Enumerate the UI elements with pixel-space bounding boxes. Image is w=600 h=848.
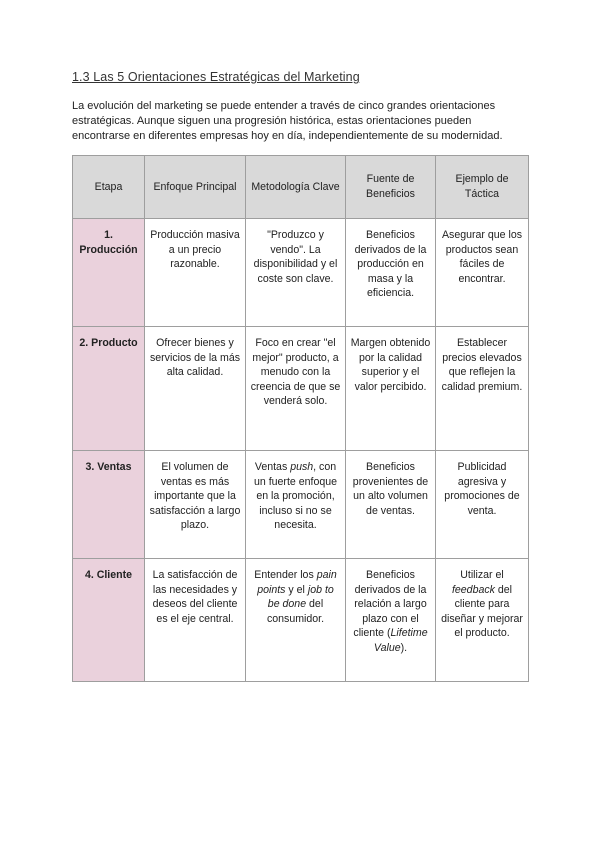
intro-paragraph: La evolución del marketing se puede entender a través de cinco grandes orientaciones estratégicas. Aunque siguen una progresión histórica, estas orientaciones pueden encontrarse en diferentes empresas hoy en día, independientemente de su modernidad. (72, 100, 503, 142)
table-row (73, 451, 529, 559)
ejemplo-cell: Establecer precios elevados que reflejen la calidad premium. (436, 327, 529, 451)
table-row (73, 559, 529, 682)
ejemplo-text: Utilizar el (460, 569, 504, 581)
enfoque-cell: Ofrecer bienes y servicios de la más alta calidad. (145, 327, 246, 451)
etapa-cell: 1. Producción (73, 219, 145, 327)
fuente-cell: Margen obtenido por la calidad superior y el valor percibido. (346, 327, 436, 451)
metodologia-cell: "Produzco y vendo". La disponibilidad y el coste son clave. (246, 219, 346, 327)
enfoque-cell: El volumen de ventas es más importante que la satisfacción a largo plazo. (145, 451, 246, 559)
fuente-text: Beneficios derivados de la relación a largo plazo con el cliente ( (353, 569, 427, 640)
fuente-text: ). (400, 641, 408, 654)
metodologia-text: , con un fuerte enfoque en la promoción, incluso si no se necesita. (253, 461, 338, 532)
orientations-table (72, 155, 529, 682)
metodologia-text: Ventas (254, 461, 291, 473)
ejemplo-text: del cliente para diseñar y mejorar el producto. (441, 583, 523, 640)
metodologia-emphasis: pain points (257, 569, 337, 596)
metodologia-text: Entender los (254, 569, 317, 581)
table-row (73, 327, 529, 451)
header-metodologia: Metodología Clave (246, 156, 346, 219)
fuente-emphasis: Lifetime Value (373, 627, 428, 654)
header-fuente: Fuente de Beneficios (346, 156, 436, 219)
etapa-cell: 4. Cliente (73, 559, 145, 682)
ejemplo-emphasis: feedback (451, 583, 495, 596)
metodologia-emphasis: job to be done (267, 583, 334, 611)
metodologia-cell: Foco en crear "el mejor" producto, a menudo con la creencia de que se venderá solo. (246, 327, 346, 451)
table-row (73, 219, 529, 327)
etapa-cell: 3. Ventas (73, 451, 145, 559)
ejemplo-cell: Publicidad agresiva y promociones de venta. (436, 451, 529, 559)
metodologia-emphasis: push (290, 461, 314, 473)
fuente-cell: Beneficios derivados de la producción en masa y la eficiencia. (346, 219, 436, 327)
table-header-row (73, 156, 529, 219)
metodologia-text: y el (285, 583, 308, 596)
ejemplo-cell (436, 559, 529, 682)
enfoque-cell: Producción masiva a un precio razonable. (145, 219, 246, 327)
fuente-cell: Beneficios provenientes de un alto volumen de ventas. (346, 451, 436, 559)
fuente-cell (346, 559, 436, 682)
header-etapa: Etapa (73, 156, 145, 219)
metodologia-cell (246, 451, 346, 559)
metodologia-text: del consumidor. (266, 598, 325, 625)
header-enfoque: Enfoque Principal (145, 156, 246, 219)
metodologia-cell (246, 559, 346, 682)
section-title: 1.3 Las 5 Orientaciones Estratégicas del Marketing (72, 70, 360, 84)
etapa-cell: 2. Producto (73, 327, 145, 451)
enfoque-cell: La satisfacción de las necesidades y deseos del cliente es el eje central. (145, 559, 246, 682)
ejemplo-cell: Asegurar que los productos sean fáciles de encontrar. (436, 219, 529, 327)
header-ejemplo: Ejemplo de Táctica (436, 156, 529, 219)
